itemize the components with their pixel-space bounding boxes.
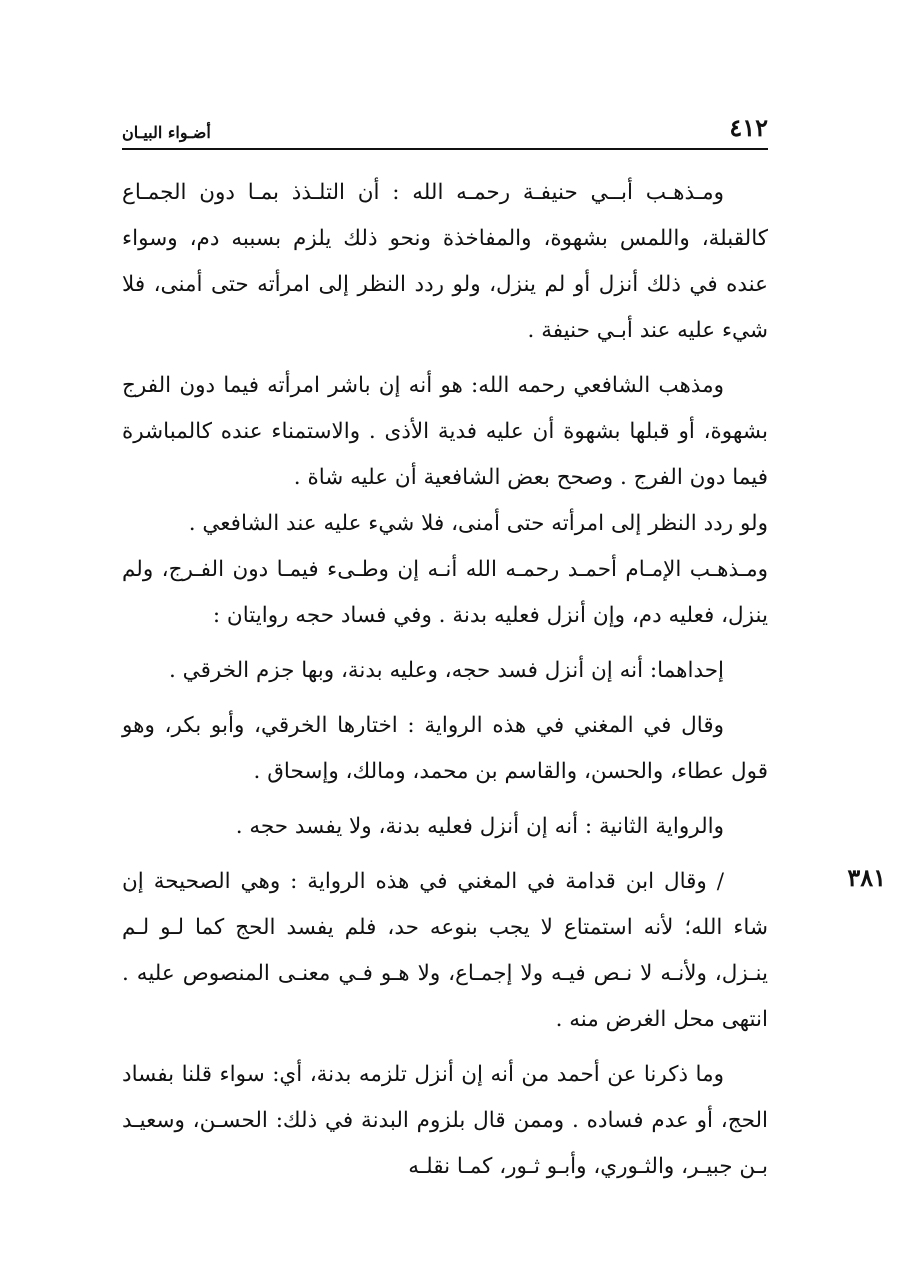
paragraph-ibn-qudama: / وقال ابن قدامة في المغني في هذه الرواية : وهي الصحيحة إن شاء الله؛ لأنه استمتاع لا يجب بنوعه حد، فلم يفسد الحج كما لـو لـم ينـزل، ولأنـه لا نـص فيـه ولا إجمـاع، ولا هـو فـي معنـى المنصوص عليه . انتهى محل الغرض منه .: [122, 869, 768, 1032]
paragraph-ahmad-summary: وما ذكرنا عن أحمد من أنه إن أنزل تلزمه بدنة، أي: سواء قلنا بفساد الحج، أو عدم فساده . وممن قال بلزوم البدنة في ذلك: الحسـن، وسعيـد بـن جبيـر، والثـوري، وأبـو ثـور، كمـا نقلـه: [122, 1062, 768, 1179]
page-body: [122, 170, 886, 1190]
paragraph-first-narration: إحداهما: أنه إن أنزل فسد حجه، وعليه بدنة، وبها جزم الخرقي .: [169, 658, 724, 683]
paragraph-hanafi: ومـذهـب أبــي حنيفـة رحمـه الله : أن التلـذذ بمـا دون الجمـاع كالقبلة، واللمس بشهوة، والمفاخذة ونحو ذلك يلزم بسببه دم، وسواء عنده في ذلك أنزل أو لم ينزل، ولو ردد النظر إلى امرأته حتى أمنى، فلا شيء عليه عند أبـي حنيفة .: [122, 180, 768, 343]
book-page: [122, 100, 886, 1199]
margin-page-reference: ٣٨١: [847, 863, 886, 892]
book-title: أضـواء البيـان: [122, 123, 211, 142]
paragraph-ibn-qudama-block: [122, 859, 886, 1043]
paragraph-mughni: وقال في المغني في هذه الرواية : اختارها الخرقي، وأبو بكر، وهو قول عطاء، والحسن، والقاسم بن محمد، ومالك، وإسحاق .: [122, 713, 768, 784]
paragraph-second-narration: والرواية الثانية : أنه إن أنزل فعليه بدنة، ولا يفسد حجه .: [235, 814, 724, 839]
paragraph-shafii: ومذهب الشافعي رحمه الله: هو أنه إن باشر امرأته فيما دون الفرج بشهوة، أو قبلها بشهوة أن عليه فدية الأذى . والاستمناء عنده كالمباشرة فيما دون الفرج . وصحح بعض الشافعية أن عليه شاة .: [122, 373, 768, 490]
paragraph-hanbali: ومـذهـب الإمـام أحمـد رحمـه الله أنـه إن وطـىء فيمـا دون الفـرج، ولم ينزل، فعليه دم، وإن أنزل فعليه بدنة . وفي فساد حجه روايتان :: [122, 557, 768, 628]
page-number: ٤١٢: [729, 113, 768, 142]
paragraph-shafii-nazar: ولو ردد النظر إلى امرأته حتى أمنى، فلا شيء عليه عند الشافعي .: [188, 511, 768, 536]
page-header: [122, 100, 768, 150]
